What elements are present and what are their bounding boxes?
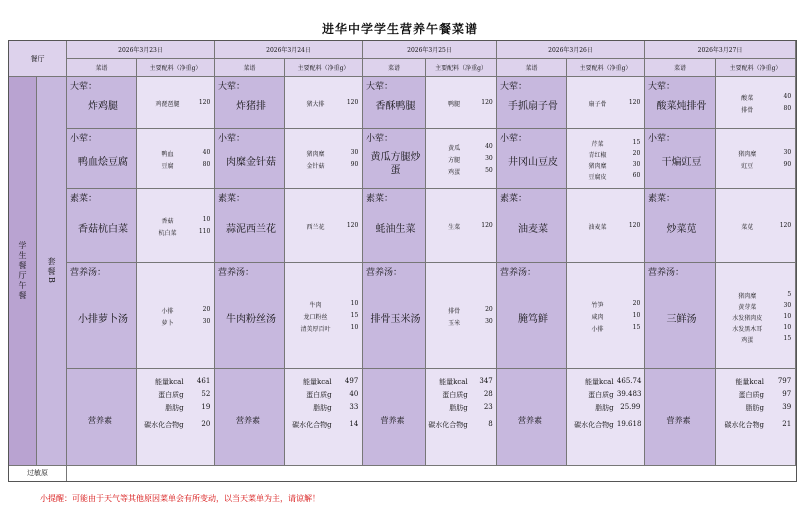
nutrient-value: 497 (344, 377, 359, 385)
main-category-label: 大荤： (70, 82, 98, 92)
ingredient-name: 鸡蛋 (741, 336, 754, 344)
soup-category-label: 营养汤： (648, 268, 685, 278)
ingredient-qty: 20 (632, 300, 641, 307)
dish-name: 蚝油生菜 (375, 224, 416, 235)
nutrient-value: 20 (201, 420, 211, 428)
nutrient-name: 脂肪g (165, 404, 184, 412)
ingredient-name: 扇子骨 (588, 101, 607, 108)
allergen-label: 过敏原 (9, 465, 67, 481)
dish-column-header: 菜谱 (363, 59, 426, 77)
small-category-label: 小荤： (366, 134, 394, 144)
main-category-label: 大荤： (218, 82, 246, 92)
dish-name: 炸猪排 (236, 101, 266, 112)
dish-name: 黄瓜方腿炒蛋 (370, 152, 421, 176)
ingredient-qty: 120 (198, 99, 211, 106)
nutrient-value: 25.99 (620, 403, 641, 411)
ingredient-name: 豆腐 (161, 163, 174, 170)
ingredient-name: 鸭血 (161, 151, 174, 158)
nutrient-name: 碳水化合物g (724, 421, 764, 429)
ingredient-name: 水发猪肉皮 (732, 314, 763, 322)
nutrient-value: 33 (349, 403, 359, 411)
ingredient-qty: 120 (481, 222, 493, 229)
nutrient-value: 40 (349, 390, 359, 398)
dish-name: 腌笃鲜 (518, 314, 548, 325)
ingredient-qty: 40 (202, 149, 211, 156)
date-header: 2026年3月25日 (363, 41, 497, 59)
date-header: 2026年3月26日 (497, 41, 645, 59)
ingredient-qty: 90 (783, 161, 792, 168)
main-category-label: 大荤： (648, 82, 676, 92)
nutrient-name: 能量kcal (439, 378, 468, 386)
ingredient-qty: 30 (202, 318, 211, 325)
ingredient-name: 鸭腿 (448, 101, 461, 108)
small-category-label: 小荤： (70, 134, 98, 144)
dish-name: 炸鸡腿 (88, 101, 118, 112)
dish-name: 小排萝卜汤 (78, 314, 128, 325)
soup-category-label: 营养汤： (70, 268, 107, 278)
ingredient-name: 青红椒 (588, 152, 607, 159)
allergen-divider (9, 465, 796, 466)
small-category-label: 小荤： (218, 134, 246, 144)
ingredient-name: 牛肉 (309, 302, 322, 309)
menu-table (8, 40, 797, 482)
ingredients-cell (137, 263, 215, 369)
dish-name: 蒜泥西兰花 (226, 224, 276, 235)
ingredient-name: 鸡琵琶腿 (155, 101, 180, 108)
nutrition-label: 营养素 (88, 416, 112, 425)
nutrient-name: 脂肪g (449, 404, 468, 412)
date-header: 2026年3月23日 (67, 41, 215, 59)
ingredients-cell (137, 129, 215, 189)
nutrient-name: 脂肪g (313, 404, 332, 412)
dish-column-header: 菜谱 (215, 59, 285, 77)
ingredient-name: 杭白菜 (158, 230, 177, 237)
ingredient-qty: 15 (632, 139, 641, 146)
dish-name: 干煸豇豆 (661, 157, 702, 168)
nutrition-label: 营养素 (666, 416, 691, 425)
ingredients-column-header: 主要配料（净重g） (137, 59, 215, 77)
ingredient-qty: 120 (628, 99, 641, 106)
date-header: 2026年3月27日 (645, 41, 796, 59)
ingredient-name: 豇豆 (741, 163, 754, 170)
nutrient-value: 347 (479, 377, 493, 385)
ingredient-qty: 80 (783, 105, 792, 112)
ingredient-qty: 10 (783, 323, 792, 331)
ingredient-name: 龙口粉丝 (303, 314, 328, 321)
ingredient-name: 黄芽菜 (738, 303, 757, 311)
nutrient-name: 碳水化合物g (574, 421, 614, 429)
dish-name: 鸭血烩豆腐 (78, 157, 128, 168)
dish-name: 肉糜金针菇 (226, 157, 276, 168)
ingredient-name: 西兰花 (306, 224, 325, 231)
ingredient-qty: 10 (783, 312, 792, 320)
nutrient-name: 脂肪g (595, 404, 614, 412)
dish-name: 油麦菜 (518, 224, 548, 235)
veg-category-label: 素菜： (70, 194, 98, 204)
ingredient-qty: 5 (787, 290, 792, 298)
ingredient-qty: 40 (783, 93, 792, 100)
veg-category-label: 素菜： (218, 194, 246, 204)
veg-category-label: 素菜： (366, 194, 394, 204)
ingredient-name: 咸肉 (591, 314, 604, 321)
nutrient-name: 能量kcal (303, 378, 332, 386)
nutrient-name: 能量kcal (155, 378, 184, 386)
main-category-label: 大荤： (366, 82, 394, 92)
ingredient-name: 芹菜 (591, 141, 604, 148)
dish-name: 酸菜炖排骨 (656, 101, 707, 112)
page-title: 进华中学学生营养午餐菜谱 (321, 22, 478, 36)
ingredient-qty: 40 (485, 143, 493, 150)
dish-column-header: 菜谱 (67, 59, 137, 77)
nutrient-value: 461 (196, 377, 211, 385)
ingredient-name: 玉米 (448, 320, 461, 327)
nutrient-name: 碳水化合物g (428, 421, 468, 429)
set-meal-text: 套餐B (47, 257, 56, 285)
dish-name: 三鲜汤 (666, 314, 697, 325)
ingredient-qty: 80 (202, 161, 211, 168)
ingredients-column-header: 主要配料（净重g） (426, 59, 497, 77)
main-category-label: 大荤： (500, 82, 528, 92)
nutrient-name: 脂肪g (745, 404, 764, 412)
nutrient-value: 23 (483, 403, 493, 411)
veg-category-label: 素菜： (648, 194, 676, 204)
ingredient-qty: 15 (350, 312, 359, 319)
ingredient-name: 水发黑木耳 (732, 325, 763, 333)
nutrition-label: 营养素 (236, 416, 260, 425)
student-lunch-text: 学生餐厅午餐 (18, 241, 27, 301)
nutrient-value: 797 (777, 377, 792, 385)
nutrient-value: 19.618 (616, 420, 642, 428)
reminder-note: 小提醒：可能由于天气等其他原因菜单会有所变动，以当天菜单为主，请谅解！ (40, 494, 320, 503)
student-lunch-label (9, 77, 37, 465)
ingredient-name: 清美厚百叶 (300, 326, 331, 333)
nutrient-name: 碳水化合物g (144, 421, 184, 429)
ingredient-qty: 10 (632, 312, 641, 319)
ingredient-name: 方腿 (448, 157, 461, 164)
nutrient-value: 19 (201, 403, 211, 411)
ingredient-name: 小排 (161, 308, 174, 315)
ingredients-cell (285, 129, 363, 189)
dish-column-header: 菜谱 (645, 59, 716, 77)
ingredient-qty: 90 (350, 161, 359, 168)
dish-name: 排骨玉米汤 (370, 314, 421, 325)
nutrient-value: 21 (782, 420, 792, 428)
nutrient-name: 能量kcal (735, 378, 764, 386)
ingredient-qty: 50 (485, 167, 493, 174)
ingredients-column-header: 主要配料（净重g） (716, 59, 796, 77)
dish-name: 炒菜苋 (666, 224, 697, 235)
soup-category-label: 营养汤： (500, 268, 537, 278)
ingredient-name: 猪肉糜 (306, 151, 325, 158)
nutrient-value: 52 (201, 390, 211, 398)
nutrient-value: 97 (782, 390, 792, 398)
ingredient-qty: 20 (485, 306, 493, 313)
nutrient-name: 蛋白质g (738, 391, 764, 399)
ingredient-name: 猪肉糜 (738, 151, 757, 158)
dish-name: 手抓扇子骨 (508, 101, 558, 112)
nutrient-name: 蛋白质g (158, 391, 184, 399)
ingredient-qty: 20 (202, 306, 211, 313)
ingredient-name: 猪肉糜 (738, 292, 757, 300)
nutrient-name: 蛋白质g (306, 391, 332, 399)
ingredient-name: 萝卜 (161, 320, 174, 327)
ingredient-qty: 10 (202, 216, 211, 223)
ingredient-qty: 110 (198, 228, 211, 235)
nutrient-value: 28 (483, 390, 493, 398)
ingredient-qty: 120 (346, 99, 359, 106)
nutrient-value: 14 (349, 420, 359, 428)
ingredients-cell (426, 263, 497, 369)
ingredients-cell (716, 129, 796, 189)
nutrient-value: 8 (488, 420, 493, 428)
ingredient-qty: 30 (632, 161, 641, 168)
canteen-header: 餐厅 (9, 41, 67, 77)
soup-category-label: 营养汤： (366, 268, 403, 278)
ingredient-name: 鸡蛋 (448, 169, 461, 176)
ingredient-name: 香菇 (161, 218, 174, 225)
ingredient-qty: 120 (346, 222, 359, 229)
ingredients-column-header: 主要配料（净重g） (285, 59, 363, 77)
date-header: 2026年3月24日 (215, 41, 363, 59)
ingredient-qty: 30 (783, 301, 792, 309)
ingredient-name: 排骨 (448, 308, 461, 315)
small-category-label: 小荤： (648, 134, 676, 144)
ingredients-column-header: 主要配料（净重g） (567, 59, 645, 77)
nutrient-name: 蛋白质g (588, 391, 614, 399)
nutrient-name: 能量kcal (585, 378, 614, 386)
soup-category-label: 营养汤： (218, 268, 255, 278)
ingredient-qty: 30 (783, 149, 792, 156)
dish-name: 井冈山豆皮 (508, 157, 558, 168)
ingredient-qty: 30 (350, 149, 359, 156)
allergen-row (67, 465, 796, 481)
small-category-label: 小荤： (500, 134, 528, 144)
nutrition-label: 营养素 (518, 416, 542, 425)
ingredient-qty: 15 (632, 324, 641, 331)
ingredient-name: 竹笋 (591, 302, 604, 309)
ingredient-qty: 120 (779, 222, 792, 229)
ingredient-name: 酸菜 (741, 95, 754, 102)
dish-name: 香酥鸭腿 (375, 101, 416, 112)
nutrient-value: 465.74 (616, 377, 642, 385)
ingredient-qty: 20 (632, 150, 641, 157)
ingredient-name: 黄瓜 (448, 145, 461, 152)
dish-name: 香菇杭白菜 (78, 224, 128, 235)
dish-name: 牛肉粉丝汤 (226, 314, 276, 325)
ingredient-name: 油麦菜 (588, 224, 607, 231)
ingredient-qty: 120 (481, 99, 493, 106)
ingredient-name: 金针菇 (306, 163, 325, 170)
ingredient-qty: 120 (628, 222, 641, 229)
ingredient-name: 豆腐皮 (588, 174, 607, 181)
nutrition-label: 营养素 (380, 416, 405, 425)
ingredient-name: 猪大排 (306, 101, 325, 108)
ingredient-qty: 30 (485, 155, 493, 162)
ingredients-cell (137, 189, 215, 263)
ingredient-qty: 15 (783, 334, 792, 342)
veg-category-label: 素菜： (500, 194, 528, 204)
ingredient-qty: 60 (632, 172, 641, 179)
dish-column-header: 菜谱 (497, 59, 567, 77)
ingredient-qty: 30 (485, 318, 493, 325)
nutrient-value: 39 (782, 403, 792, 411)
ingredient-qty: 10 (350, 300, 359, 307)
nutrient-name: 蛋白质g (442, 391, 468, 399)
nutrient-name: 碳水化合物g (292, 421, 332, 429)
nutrient-value: 39.483 (616, 390, 642, 398)
set-meal-label (37, 77, 67, 465)
ingredient-name: 排骨 (741, 107, 754, 114)
ingredient-name: 生菜 (448, 224, 461, 231)
ingredient-name: 菜苋 (741, 224, 754, 231)
ingredients-cell (716, 77, 796, 129)
ingredient-name: 猪肉糜 (588, 163, 607, 170)
ingredient-name: 小排 (591, 326, 604, 333)
ingredient-qty: 10 (350, 324, 359, 331)
